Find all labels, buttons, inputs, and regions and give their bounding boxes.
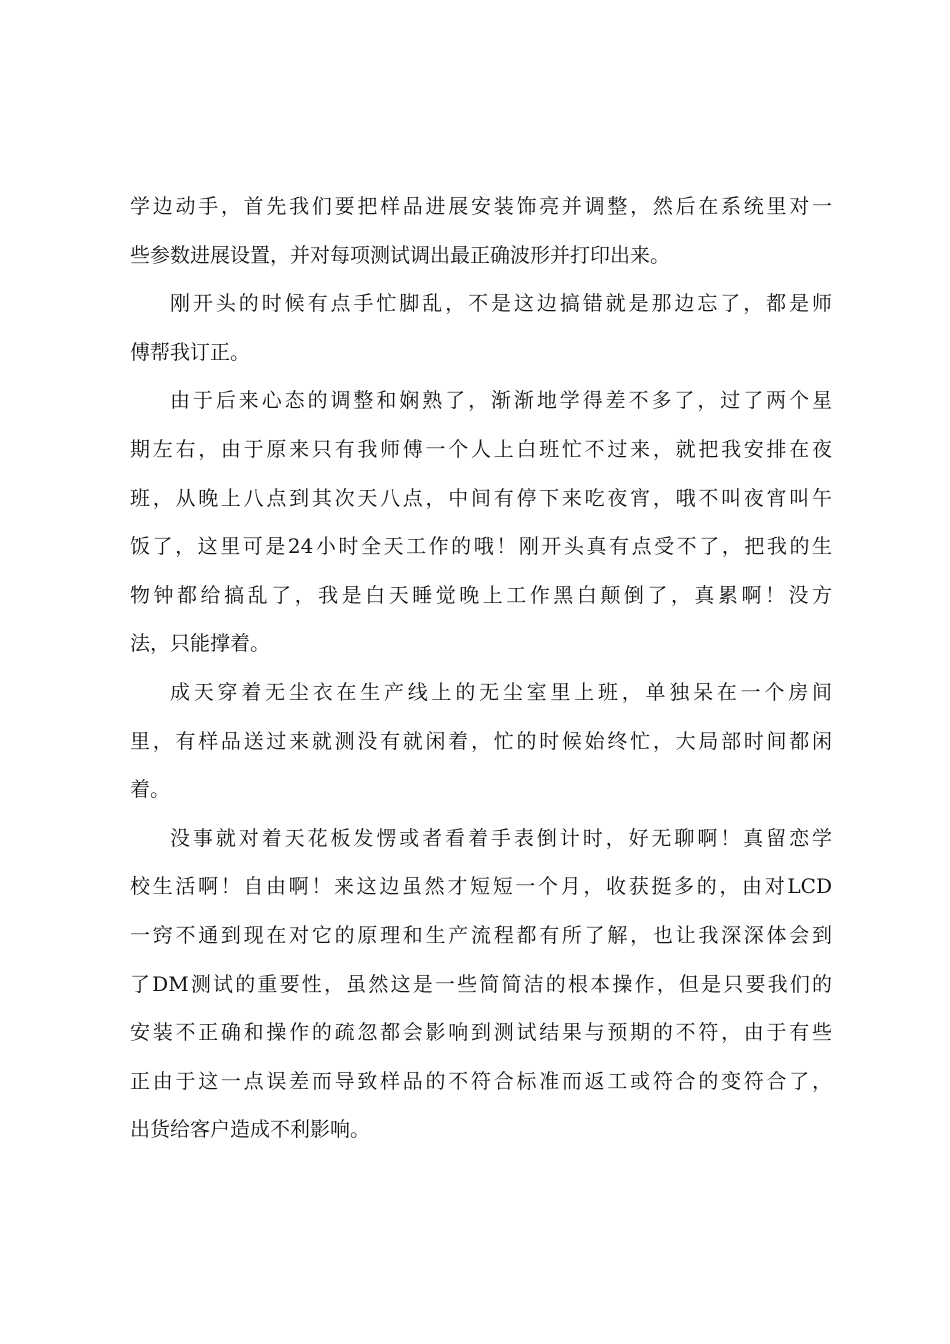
text-line: 刚开头的时候有点手忙脚乱，不是这边搞错就是那边忘了，都是师 — [170, 291, 832, 316]
text-line: 出货给客户造成不利影响。 — [130, 1117, 370, 1142]
paragraph-4 — [130, 668, 832, 814]
paragraph-3 — [130, 376, 832, 668]
text-line: 饭了，这里可是24小时全天工作的哦！刚开头真有点受不了，把我的生 — [130, 534, 832, 559]
paragraph-5 — [130, 814, 832, 1154]
text-line: 着。 — [130, 777, 170, 802]
text-line: 由于后来心态的调整和娴熟了，渐渐地学得差不多了，过了两个星 — [170, 388, 832, 413]
text-line: 学边动手，首先我们要把样品进展安装饰亮并调整，然后在系统里对一 — [130, 194, 832, 218]
text-line: 里，有样品送过来就测没有就闲着，忙的时候始终忙，大局部时间都闲 — [130, 728, 832, 753]
text-line: 期左右，由于原来只有我师傅一个人上白班忙不过来，就把我安排在夜 — [130, 436, 832, 461]
paragraph-1 — [130, 182, 832, 279]
text-line: 物钟都给搞乱了，我是白天睡觉晚上工作黑白颠倒了，真累啊！没方 — [130, 582, 832, 607]
text-line: 班，从晚上八点到其次天八点，中间有停下来吃夜宵，哦不叫夜宵叫午 — [130, 485, 832, 510]
text-line: 没事就对着天花板发愣或者看着手表倒计时，好无聊啊！真留恋学 — [170, 825, 832, 850]
text-line: 校生活啊！自由啊！来这边虽然才短短一个月，收获挺多的，由对LCD — [130, 874, 832, 899]
text-line: 傅帮我订正。 — [130, 339, 250, 364]
text-line: 正由于这一点误差而导致样品的不符合标准而返工或符合的变符合了， — [130, 1068, 832, 1093]
text-line: 安装不正确和操作的疏忽都会影响到测试结果与预期的不符，由于有些 — [130, 1020, 832, 1045]
text-line: 成天穿着无尘衣在生产线上的无尘室里上班，单独呆在一个房间 — [170, 679, 832, 704]
text-line: 法，只能撑着。 — [130, 631, 270, 656]
paragraph-2 — [130, 279, 832, 376]
text-line: 了DM测试的重要性，虽然这是一些简简洁的根本操作，但是只要我们的 — [130, 971, 832, 996]
document-body — [130, 182, 832, 1154]
text-line: 一窍不通到现在对它的原理和生产流程都有所了解，也让我深深体会到 — [130, 922, 832, 947]
text-line: 些参数进展设置，并对每项测试调出最正确波形并打印出来。 — [130, 242, 670, 267]
